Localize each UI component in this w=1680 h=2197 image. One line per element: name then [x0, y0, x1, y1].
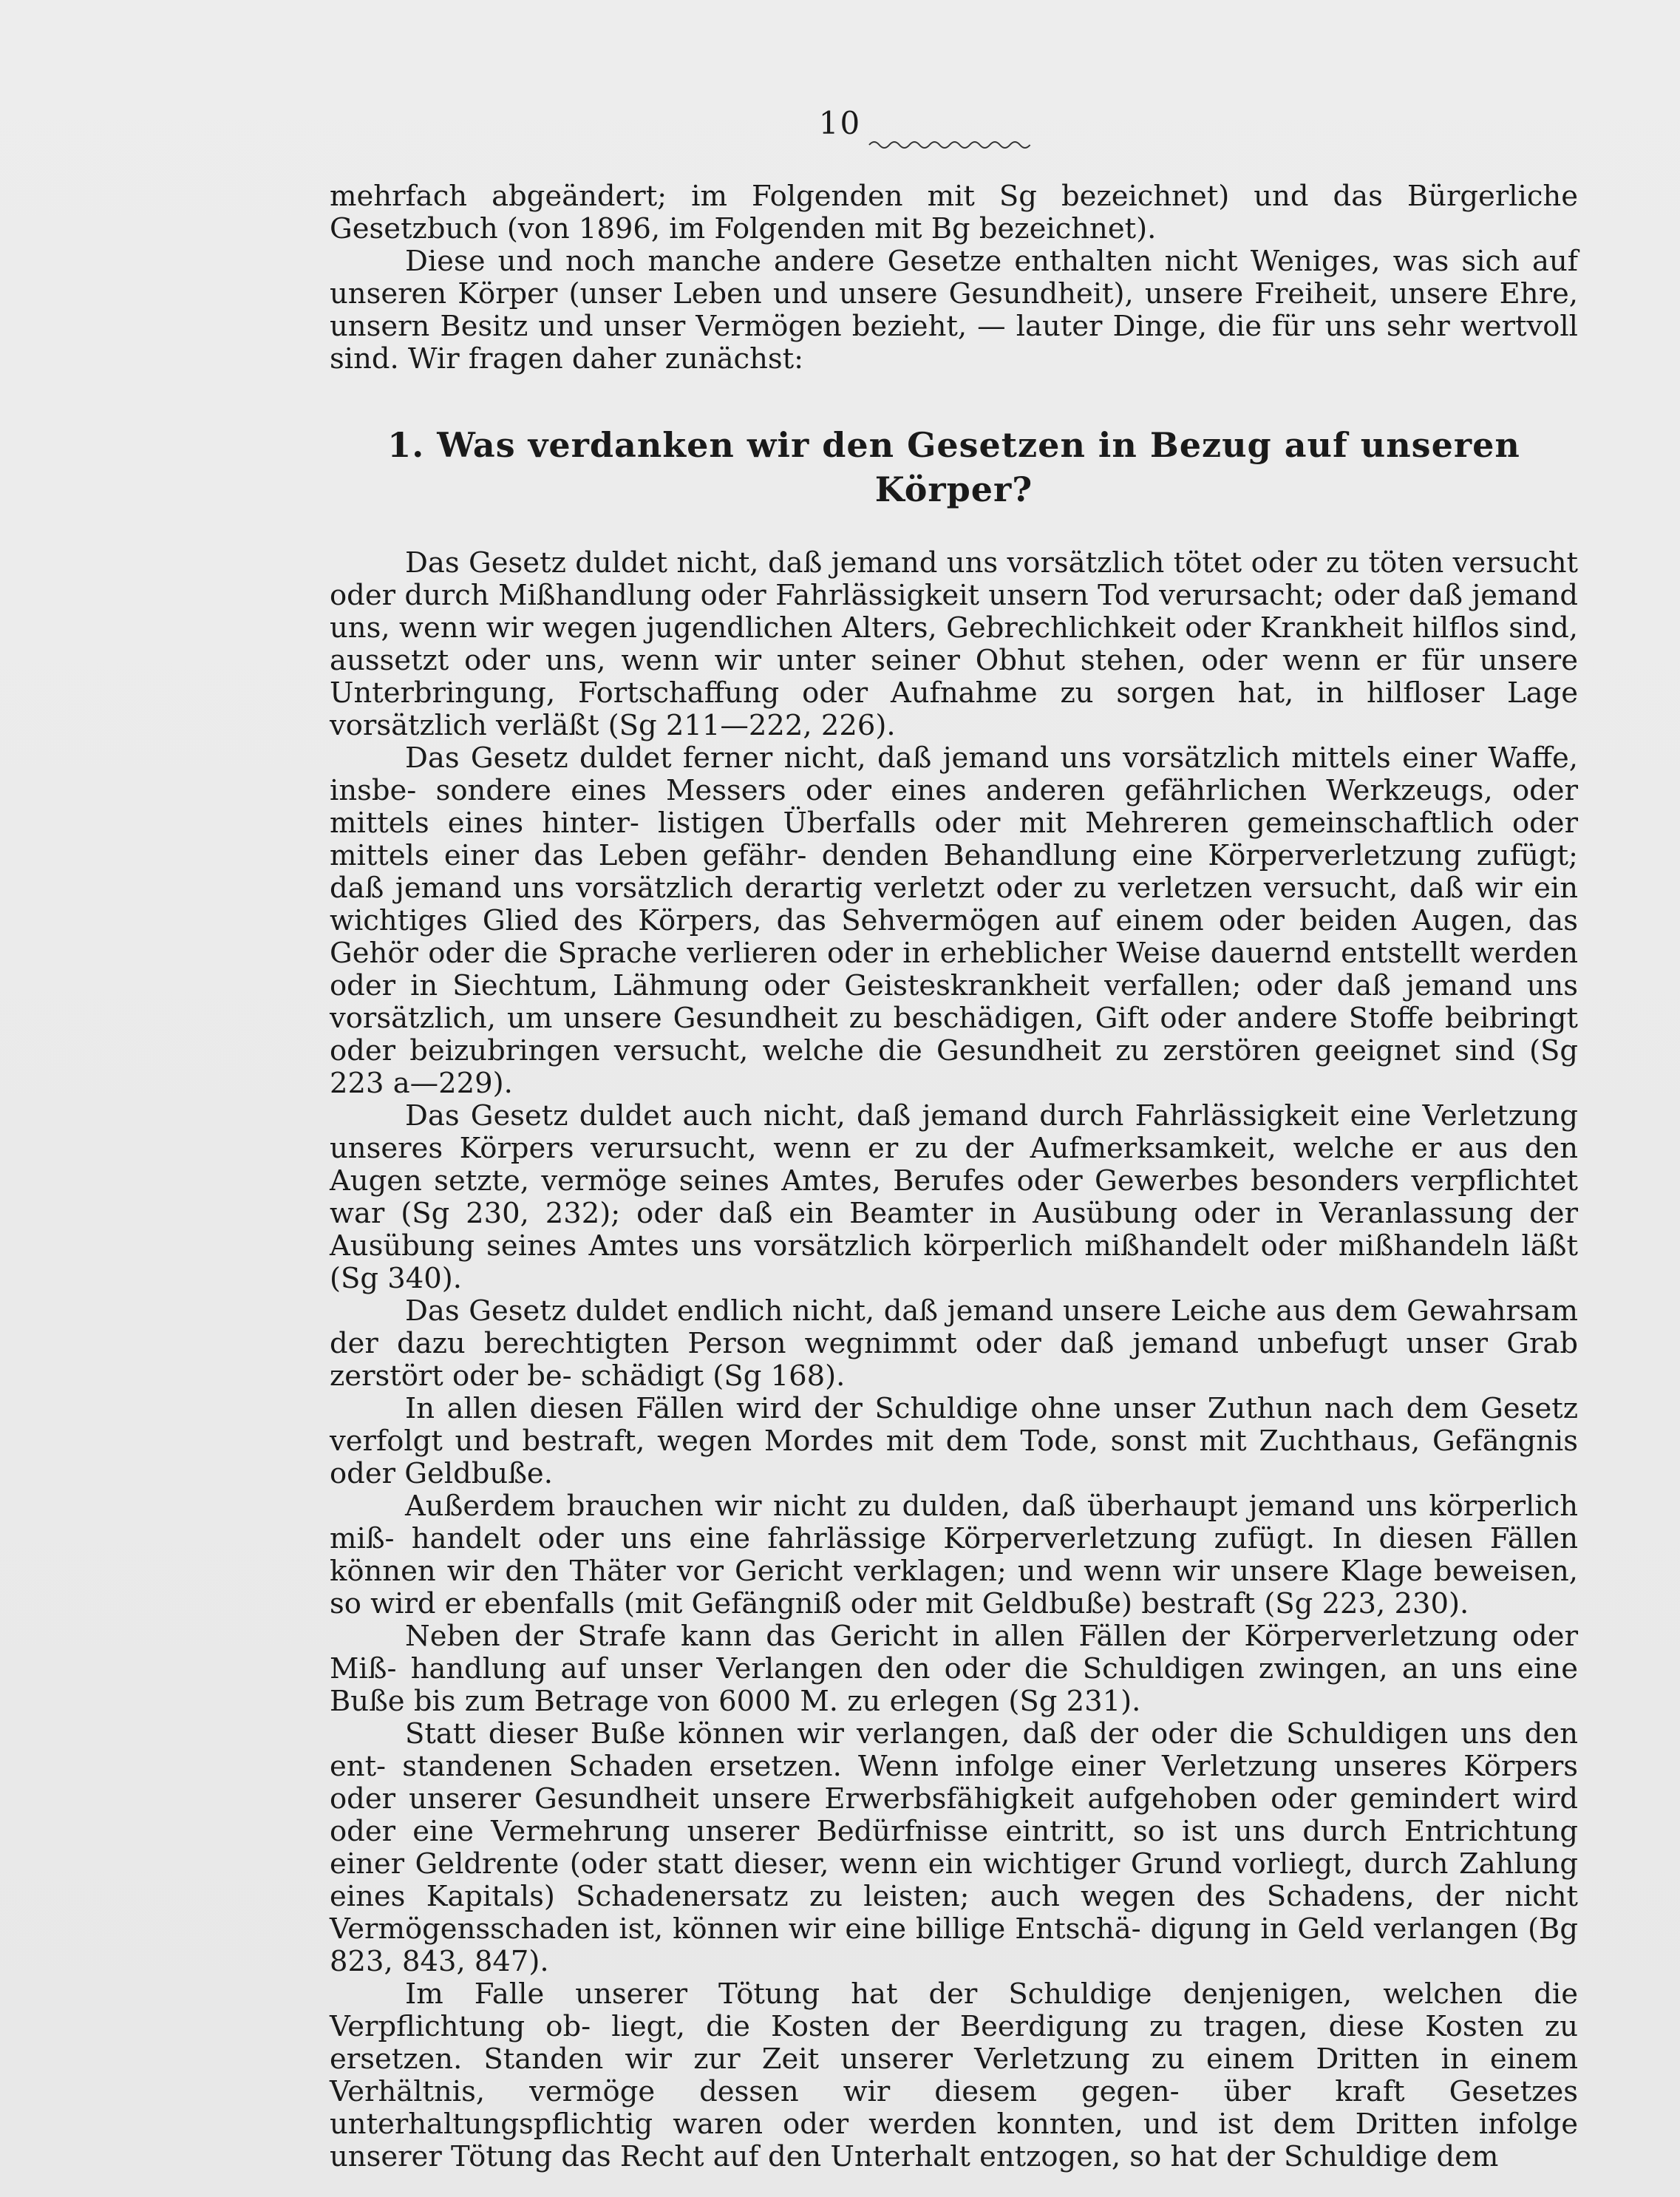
paragraph: Das Gesetz duldet endlich nicht, daß jemand unsere Leiche aus dem Gewahrsam der dazu berechtigten Person wegnimmt oder daß jemand unbefugt unser Grab zerstört oder be- schädigt (Sg 168).: [330, 1294, 1578, 1393]
paragraph: Das Gesetz duldet auch nicht, daß jemand durch Fahrlässigkeit eine Verletzung unseres Körpers verursucht, wenn er zu der Aufmerksamkeit, welche er aus den Augen setzte, vermöge seines Amtes, Berufes oder Gewerbes besonders verpflichtet war (Sg 230, 232); oder daß ein Beamter in Ausübung oder in Veranlassung der Ausübung seines Amtes uns vorsätzlich körperlich mißhandelt oder mißhandeln läßt (Sg 340).: [330, 1099, 1578, 1295]
paragraph: In allen diesen Fällen wird der Schuldige ohne unser Zuthun nach dem Gesetz verfolgt und bestraft, wegen Mordes mit dem Tode, sonst mit Zuchthaus, Gefängnis oder Geldbuße.: [330, 1392, 1578, 1490]
paragraph: Neben der Strafe kann das Gericht in allen Fällen der Körperverletzung oder Miß- handlung auf unser Verlangen den oder die Schuldigen zwingen, an uns eine Buße bis zum Betrage von 6000 M. zu erlegen (Sg 231).: [330, 1620, 1578, 1718]
paragraph: Außerdem brauchen wir nicht zu dulden, daß überhaupt jemand uns körperlich miß- handelt oder uns eine fahrlässige Körperverletzung zufügt. In diesen Fällen können wir den Thäter vor Gericht verklagen; und wenn wir unsere Klage beweisen, so wird er ebenfalls (mit Gefängniß oder mit Geldbuße) bestraft (Sg 223, 230).: [330, 1490, 1578, 1620]
wavy-rule-ornament: [869, 139, 1030, 151]
paragraph: Das Gesetz duldet ferner nicht, daß jemand uns vorsätzlich mittels einer Waffe, insbe- sondere eines Messers oder eines anderen gefährlichen Werkzeugs, oder mittels eines hinter- listigen Überfalls oder mit Mehreren gemeinschaftlich oder mittels einer das Leben gefähr- denden Behandlung eine Körperverletzung zufügt; daß jemand uns vorsätzlich derartig verletzt oder zu verletzen versucht, daß wir ein wichtiges Glied des Körpers, das Sehvermögen auf einem oder beiden Augen, das Gehör oder die Sprache verlieren oder in erheblicher Weise dauernd entstellt werden oder in Siechtum, Lähmung oder Geisteskrankheit verfallen; oder daß jemand uns vorsätzlich, um unsere Gesundheit zu beschädigen, Gift oder andere Stoffe beibringt oder beizubringen versucht, welche die Gesundheit zu zerstören geeignet sind (Sg 223 a—229).: [330, 741, 1578, 1100]
section-heading: 1. Was verdanken wir den Gesetzen in Bezug auf unseren Körper?: [387, 425, 1520, 509]
paragraph: Diese und noch manche andere Gesetze enthalten nicht Weniges, was sich auf unseren Körper (unser Leben und unsere Gesundheit), unsere Freiheit, unsere Ehre, unsern Besitz und unser Vermögen bezieht, — lauter Dinge, die für uns sehr wertvoll sind. Wir fragen daher zunächst:: [330, 245, 1578, 376]
paragraph: mehrfach abgeändert; im Folgenden mit Sg bezeichnet) und das Bürgerliche Gesetzbuch (von 1896, im Folgenden mit Bg bezeichnet).: [330, 180, 1578, 245]
paragraph: Im Falle unserer Tötung hat der Schuldige denjenigen, welchen die Verpflichtung ob- liegt, die Kosten der Beerdigung zu tragen, diese Kosten zu ersetzen. Standen wir zur Zeit unserer Verletzung zu einem Dritten in einem Verhältnis, vermöge dessen wir diesem gegen- über kraft Gesetzes unterhaltungspflichtig waren oder werden konnten, und ist dem Dritten infolge unserer Tötung das Recht auf den Unterhalt entzogen, so hat der Schuldige dem: [330, 1977, 1578, 2173]
page-text: [330, 180, 1578, 2173]
page-number: 10: [818, 105, 862, 141]
paragraph: Das Gesetz duldet nicht, daß jemand uns vorsätzlich tötet oder zu töten versucht oder durch Mißhandlung oder Fahrlässigkeit unsern Tod verursacht; oder daß jemand uns, wenn wir wegen jugendlichen Alters, Gebrechlichkeit oder Krankheit hilflos sind, aussetzt oder uns, wenn wir unter seiner Obhut stehen, oder wenn er für unsere Unterbringung, Fortschaffung oder Aufnahme zu sorgen hat, in hilfloser Lage vorsätzlich verläßt (Sg 211—222, 226).: [330, 546, 1578, 742]
paragraph: Statt dieser Buße können wir verlangen, daß der oder die Schuldigen uns den ent- standenen Schaden ersetzen. Wenn infolge einer Verletzung unseres Körpers oder unserer Gesundheit unsere Erwerbsfähigkeit aufgehoben oder gemindert wird oder eine Vermehrung unserer Bedürfnisse eintritt, so ist uns durch Entrichtung einer Geldrente (oder statt dieser, wenn ein wichtiger Grund vorliegt, durch Zahlung eines Kapitals) Schadenersatz zu leisten; auch wegen des Schadens, der nicht Vermögensschaden ist, können wir eine billige Entschä- digung in Geld verlangen (Bg 823, 843, 847).: [330, 1717, 1578, 1978]
